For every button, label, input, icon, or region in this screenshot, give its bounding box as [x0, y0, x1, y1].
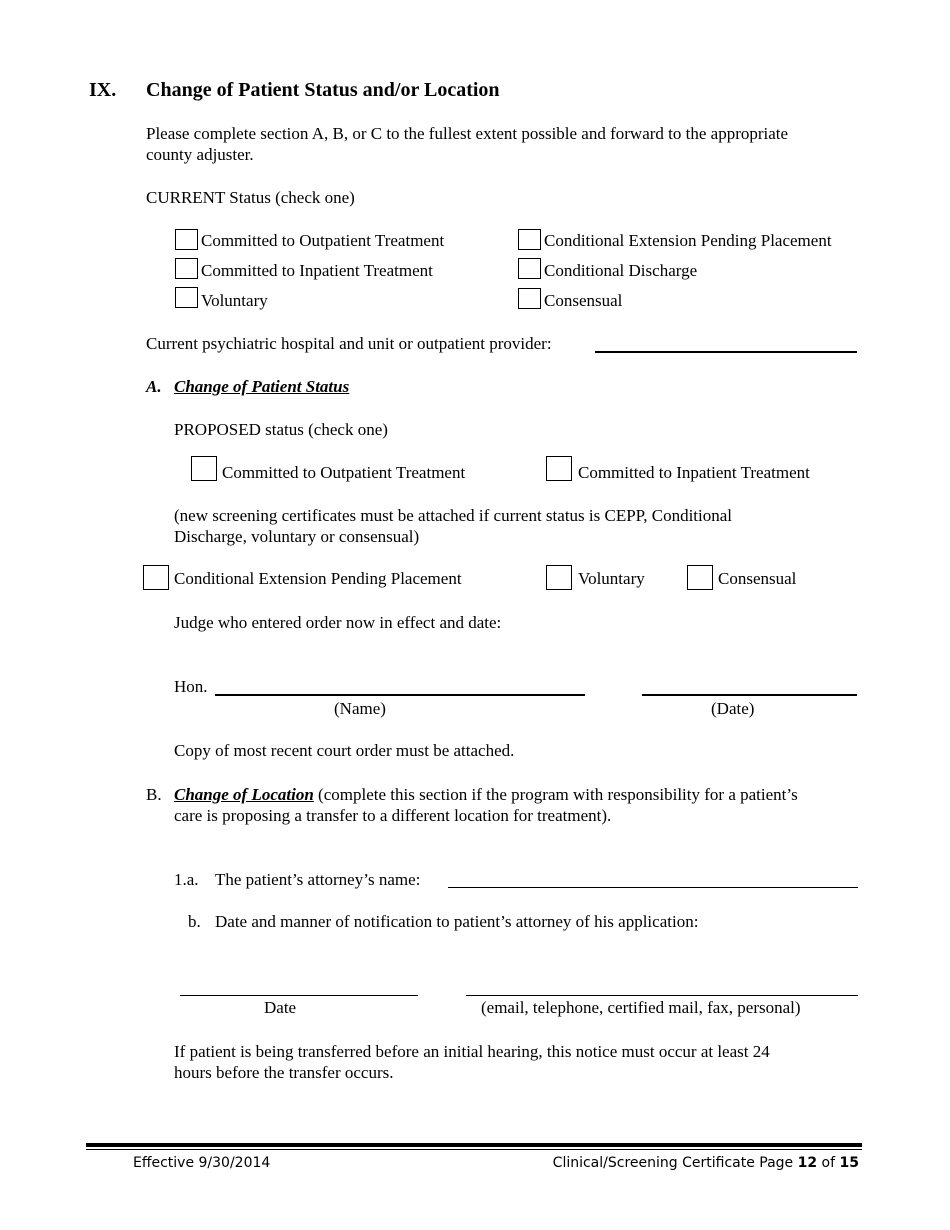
page-of: of: [817, 1155, 840, 1171]
judge-label: Judge who entered order now in effect and date:: [174, 613, 502, 632]
proposed-inpatient-label: Committed to Inpatient Treatment: [578, 463, 810, 482]
current-outpatient-checkbox[interactable]: [175, 229, 198, 250]
current-cepp-label: Conditional Extension Pending Placement: [544, 231, 832, 250]
page-title: Change of Patient Status and/or Location: [146, 79, 500, 101]
section-number: IX.: [89, 79, 117, 101]
intro-text-line2: county adjuster.: [146, 145, 254, 164]
current-conditional-discharge-checkbox[interactable]: [518, 258, 541, 279]
section-b-letter: B.: [146, 785, 162, 804]
current-voluntary-label: Voluntary: [201, 291, 268, 310]
section-a-title: Change of Patient Status: [174, 377, 350, 396]
provider-field[interactable]: [595, 351, 857, 353]
page-label: Clinical/Screening Certificate Page: [552, 1155, 798, 1171]
current-conditional-discharge-label: Conditional Discharge: [544, 261, 698, 280]
page-total: 15: [839, 1155, 859, 1171]
attorney-name-field[interactable]: [448, 887, 858, 888]
current-cepp-checkbox[interactable]: [518, 229, 541, 250]
notification-date-field[interactable]: [180, 995, 418, 996]
notification-date-caption: Date: [264, 998, 297, 1017]
section-b-description: (complete this section if the program with responsibility for a patient’s: [313, 785, 798, 804]
section-a-letter: A.: [146, 377, 162, 396]
page-current: 12: [797, 1155, 818, 1171]
proposed-cepp-label: Conditional Extension Pending Placement: [174, 569, 462, 588]
section-b-title: Change of Location: [174, 785, 314, 804]
footer-rule-thin: [86, 1149, 862, 1150]
intro-text-line1: Please complete section A, B, or C to the fullest extent possible and forward to the appropriate: [146, 124, 789, 143]
current-inpatient-checkbox[interactable]: [175, 258, 198, 279]
proposed-cepp-checkbox[interactable]: [143, 565, 169, 590]
footer-rule: [86, 1143, 862, 1147]
current-voluntary-checkbox[interactable]: [175, 287, 198, 308]
effective-date: Effective 9/30/2014: [133, 1155, 271, 1171]
transfer-note-line1: If patient is being transferred before an initial hearing, this notice must occur at least 24: [174, 1042, 770, 1061]
proposed-outpatient-checkbox[interactable]: [191, 456, 217, 481]
proposed-consensual-checkbox[interactable]: [687, 565, 713, 590]
item-1a-number: 1.a.: [174, 870, 199, 889]
current-inpatient-label: Committed to Inpatient Treatment: [201, 261, 433, 280]
proposed-consensual-label: Consensual: [718, 569, 797, 588]
notification-label: Date and manner of notification to patient’s attorney of his application:: [215, 912, 699, 931]
item-b-number: b.: [188, 912, 201, 931]
provider-label: Current psychiatric hospital and unit or outpatient provider:: [146, 334, 552, 353]
proposed-outpatient-label: Committed to Outpatient Treatment: [222, 463, 466, 482]
current-outpatient-label: Committed to Outpatient Treatment: [201, 231, 445, 250]
current-consensual-label: Consensual: [544, 291, 623, 310]
transfer-note-line2: hours before the transfer occurs.: [174, 1063, 394, 1082]
proposed-voluntary-checkbox[interactable]: [546, 565, 572, 590]
screening-note-line2: Discharge, voluntary or consensual): [174, 527, 420, 546]
section-b-description-line2: care is proposing a transfer to a different location for treatment).: [174, 806, 612, 825]
proposed-status-label: PROPOSED status (check one): [174, 420, 388, 439]
judge-name-field[interactable]: [215, 694, 585, 696]
screening-note-line1: (new screening certificates must be attached if current status is CEPP, Conditional: [174, 506, 733, 525]
current-consensual-checkbox[interactable]: [518, 288, 541, 309]
court-order-note: Copy of most recent court order must be attached.: [174, 741, 515, 760]
order-date-field[interactable]: [642, 694, 857, 696]
proposed-inpatient-checkbox[interactable]: [546, 456, 572, 481]
order-date-caption: (Date): [711, 699, 755, 718]
current-status-label: CURRENT Status (check one): [146, 188, 355, 207]
page-footer: [553, 1153, 859, 1173]
section-b-heading: [174, 785, 798, 805]
proposed-voluntary-label: Voluntary: [578, 569, 645, 588]
hon-prefix: Hon.: [174, 677, 208, 696]
notification-manner-caption: (email, telephone, certified mail, fax, personal): [481, 998, 801, 1017]
judge-name-caption: (Name): [334, 699, 386, 718]
notification-manner-field[interactable]: [466, 995, 858, 996]
attorney-name-label: The patient’s attorney’s name:: [215, 870, 421, 889]
